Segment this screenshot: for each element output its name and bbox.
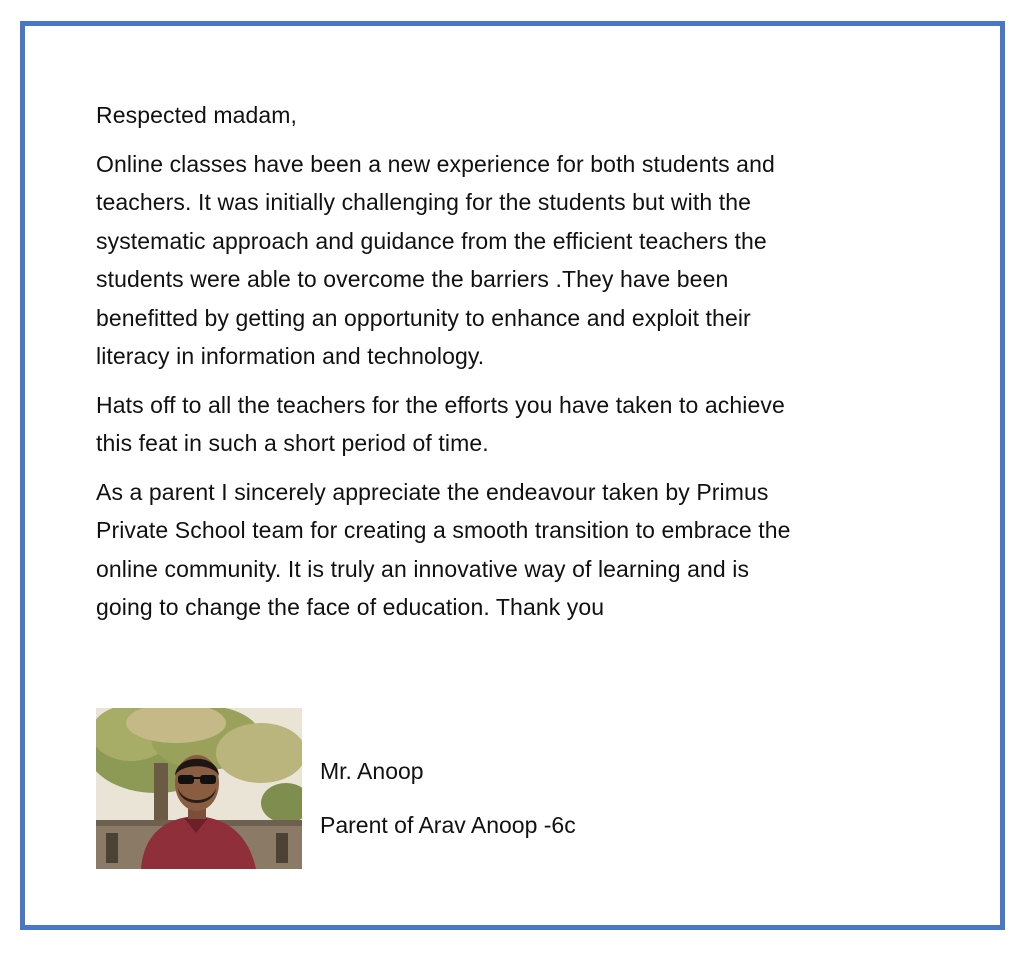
paragraph-hats-off: Hats off to all the teachers for the efforts you have taken to achieve this feat in such a short period of time. <box>96 391 785 456</box>
letter-body <box>96 96 946 637</box>
paragraph-appreciation: As a parent I sincerely appreciate the endeavour taken by Primus Private School team for creating a smooth transition to embrace the online community. It is truly an innovative way of learning and is going to change the face of education. Thank you <box>96 478 791 620</box>
signature-name: Mr. Anoop <box>320 758 424 784</box>
signature-block <box>320 752 576 859</box>
parent-photo <box>96 708 302 869</box>
signature-role: Parent of Arav Anoop -6c <box>320 811 576 838</box>
salutation: Respected madam, <box>96 102 298 128</box>
paragraph-online-classes: Online classes have been a new experience for both students and teachers. It was initially challenging for the students but with the systematic approach and guidance from the efficient teachers the students were able to overcome the barriers .They have been benefitted by getting an opportunity to enhance and exploit their literacy in information and technology. <box>96 150 775 369</box>
